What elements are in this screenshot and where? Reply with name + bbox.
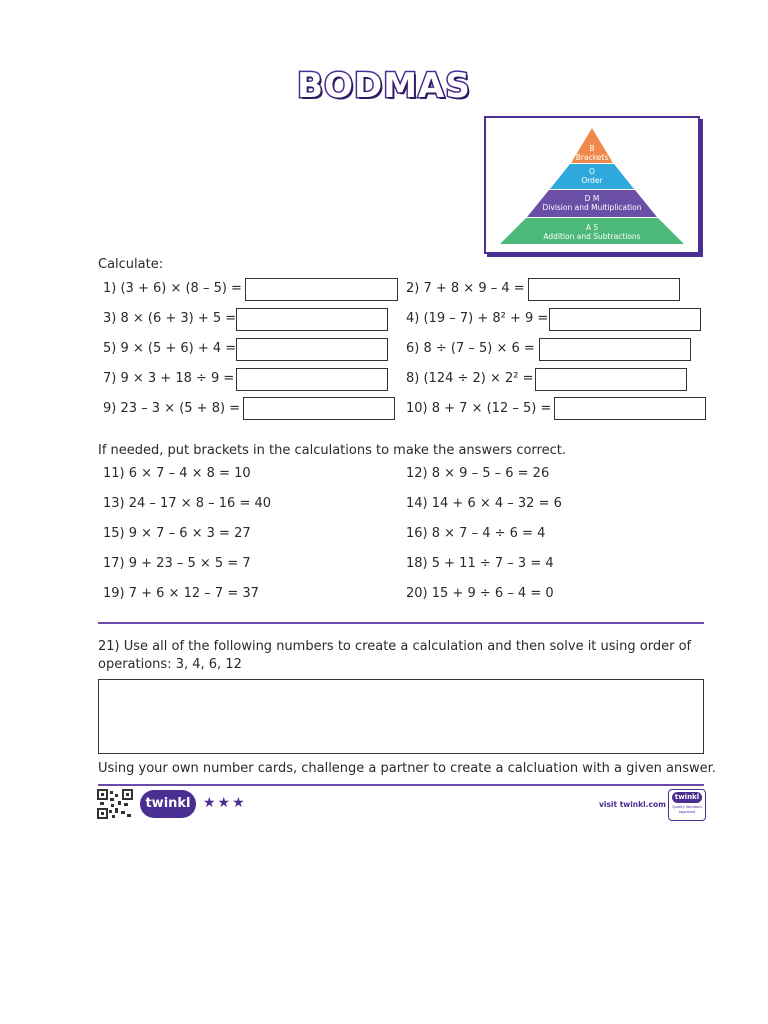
- pyramid-dm-letter: D M: [584, 194, 600, 203]
- qr-code-icon: [97, 789, 133, 819]
- pyramid-b-letter: B: [589, 144, 595, 153]
- question-3: 3) 8 × (6 + 3) + 5 =: [103, 311, 237, 326]
- question-11: 11) 6 × 7 – 4 × 8 = 10: [103, 466, 251, 481]
- answer-box-3[interactable]: [236, 308, 388, 331]
- twinkl-logo-text: twinkl: [145, 796, 191, 811]
- answer-box-6[interactable]: [539, 338, 691, 361]
- answer-box-9[interactable]: [243, 397, 395, 420]
- question-18: 18) 5 + 11 ÷ 7 – 3 = 4: [406, 556, 554, 571]
- answer-box-4[interactable]: [549, 308, 701, 331]
- page-title: BODMAS: [297, 66, 471, 106]
- footer-divider: [98, 784, 704, 786]
- question-6: 6) 8 ÷ (7 – 5) × 6 =: [406, 341, 535, 356]
- quality-badge-logo: twinkl: [672, 792, 702, 803]
- question-5: 5) 9 × (5 + 6) + 4 =: [103, 341, 237, 356]
- partner-challenge-text: Using your own number cards, challenge a partner to create a calcluation with a given answer.: [98, 761, 716, 776]
- question-9: 9) 23 – 3 × (5 + 8) =: [103, 401, 241, 416]
- quality-badge: [668, 789, 706, 821]
- question-19: 19) 7 + 6 × 12 – 7 = 37: [103, 586, 259, 601]
- visit-twinkl-link[interactable]: visit twinkl.com: [599, 800, 666, 809]
- brackets-instruction: If needed, put brackets in the calculations to make the answers correct.: [98, 443, 566, 458]
- quality-badge-text: Quality Standard Approved: [672, 805, 702, 814]
- question-2: 2) 7 + 8 × 9 – 4 =: [406, 281, 525, 296]
- stars-icon: ★★★: [203, 795, 247, 811]
- pyramid-as-letter: A S: [585, 223, 599, 232]
- answer-box-5[interactable]: [236, 338, 388, 361]
- question-4: 4) (19 – 7) + 8² + 9 =: [406, 311, 549, 326]
- answer-area-21[interactable]: [98, 679, 704, 754]
- pyramid-o-word: Order: [581, 176, 603, 185]
- pyramid-b-word: Brackets: [575, 153, 609, 162]
- answer-box-2[interactable]: [528, 278, 680, 301]
- bodmas-pyramid-diagram: [484, 116, 700, 254]
- twinkl-logo: [140, 790, 196, 818]
- question-21-line2: operations: 3, 4, 6, 12: [98, 657, 242, 672]
- question-12: 12) 8 × 9 – 5 – 6 = 26: [406, 466, 550, 481]
- answer-box-7[interactable]: [236, 368, 388, 391]
- question-21-line1: 21) Use all of the following numbers to create a calculation and then solve it using order of: [98, 639, 692, 654]
- pyramid-o-letter: O: [589, 167, 595, 176]
- calculate-heading: Calculate:: [98, 257, 164, 272]
- question-14: 14) 14 + 6 × 4 – 32 = 6: [406, 496, 562, 511]
- section-divider: [98, 622, 704, 624]
- answer-box-1[interactable]: [245, 278, 398, 301]
- pyramid-dm-word: Division and Multiplication: [542, 203, 642, 212]
- question-17: 17) 9 + 23 – 5 × 5 = 7: [103, 556, 251, 571]
- answer-box-8[interactable]: [535, 368, 687, 391]
- answer-box-10[interactable]: [554, 397, 706, 420]
- question-20: 20) 15 + 9 ÷ 6 – 4 = 0: [406, 586, 554, 601]
- question-16: 16) 8 × 7 – 4 ÷ 6 = 4: [406, 526, 546, 541]
- question-13: 13) 24 – 17 × 8 – 16 = 40: [103, 496, 272, 511]
- question-7: 7) 9 × 3 + 18 ÷ 9 =: [103, 371, 235, 386]
- question-10: 10) 8 + 7 × (12 – 5) =: [406, 401, 552, 416]
- question-8: 8) (124 ÷ 2) × 2² =: [406, 371, 534, 386]
- pyramid-as-word: Addition and Subtractions: [543, 232, 641, 241]
- question-15: 15) 9 × 7 – 6 × 3 = 27: [103, 526, 251, 541]
- question-1: 1) (3 + 6) × (8 – 5) =: [103, 281, 242, 296]
